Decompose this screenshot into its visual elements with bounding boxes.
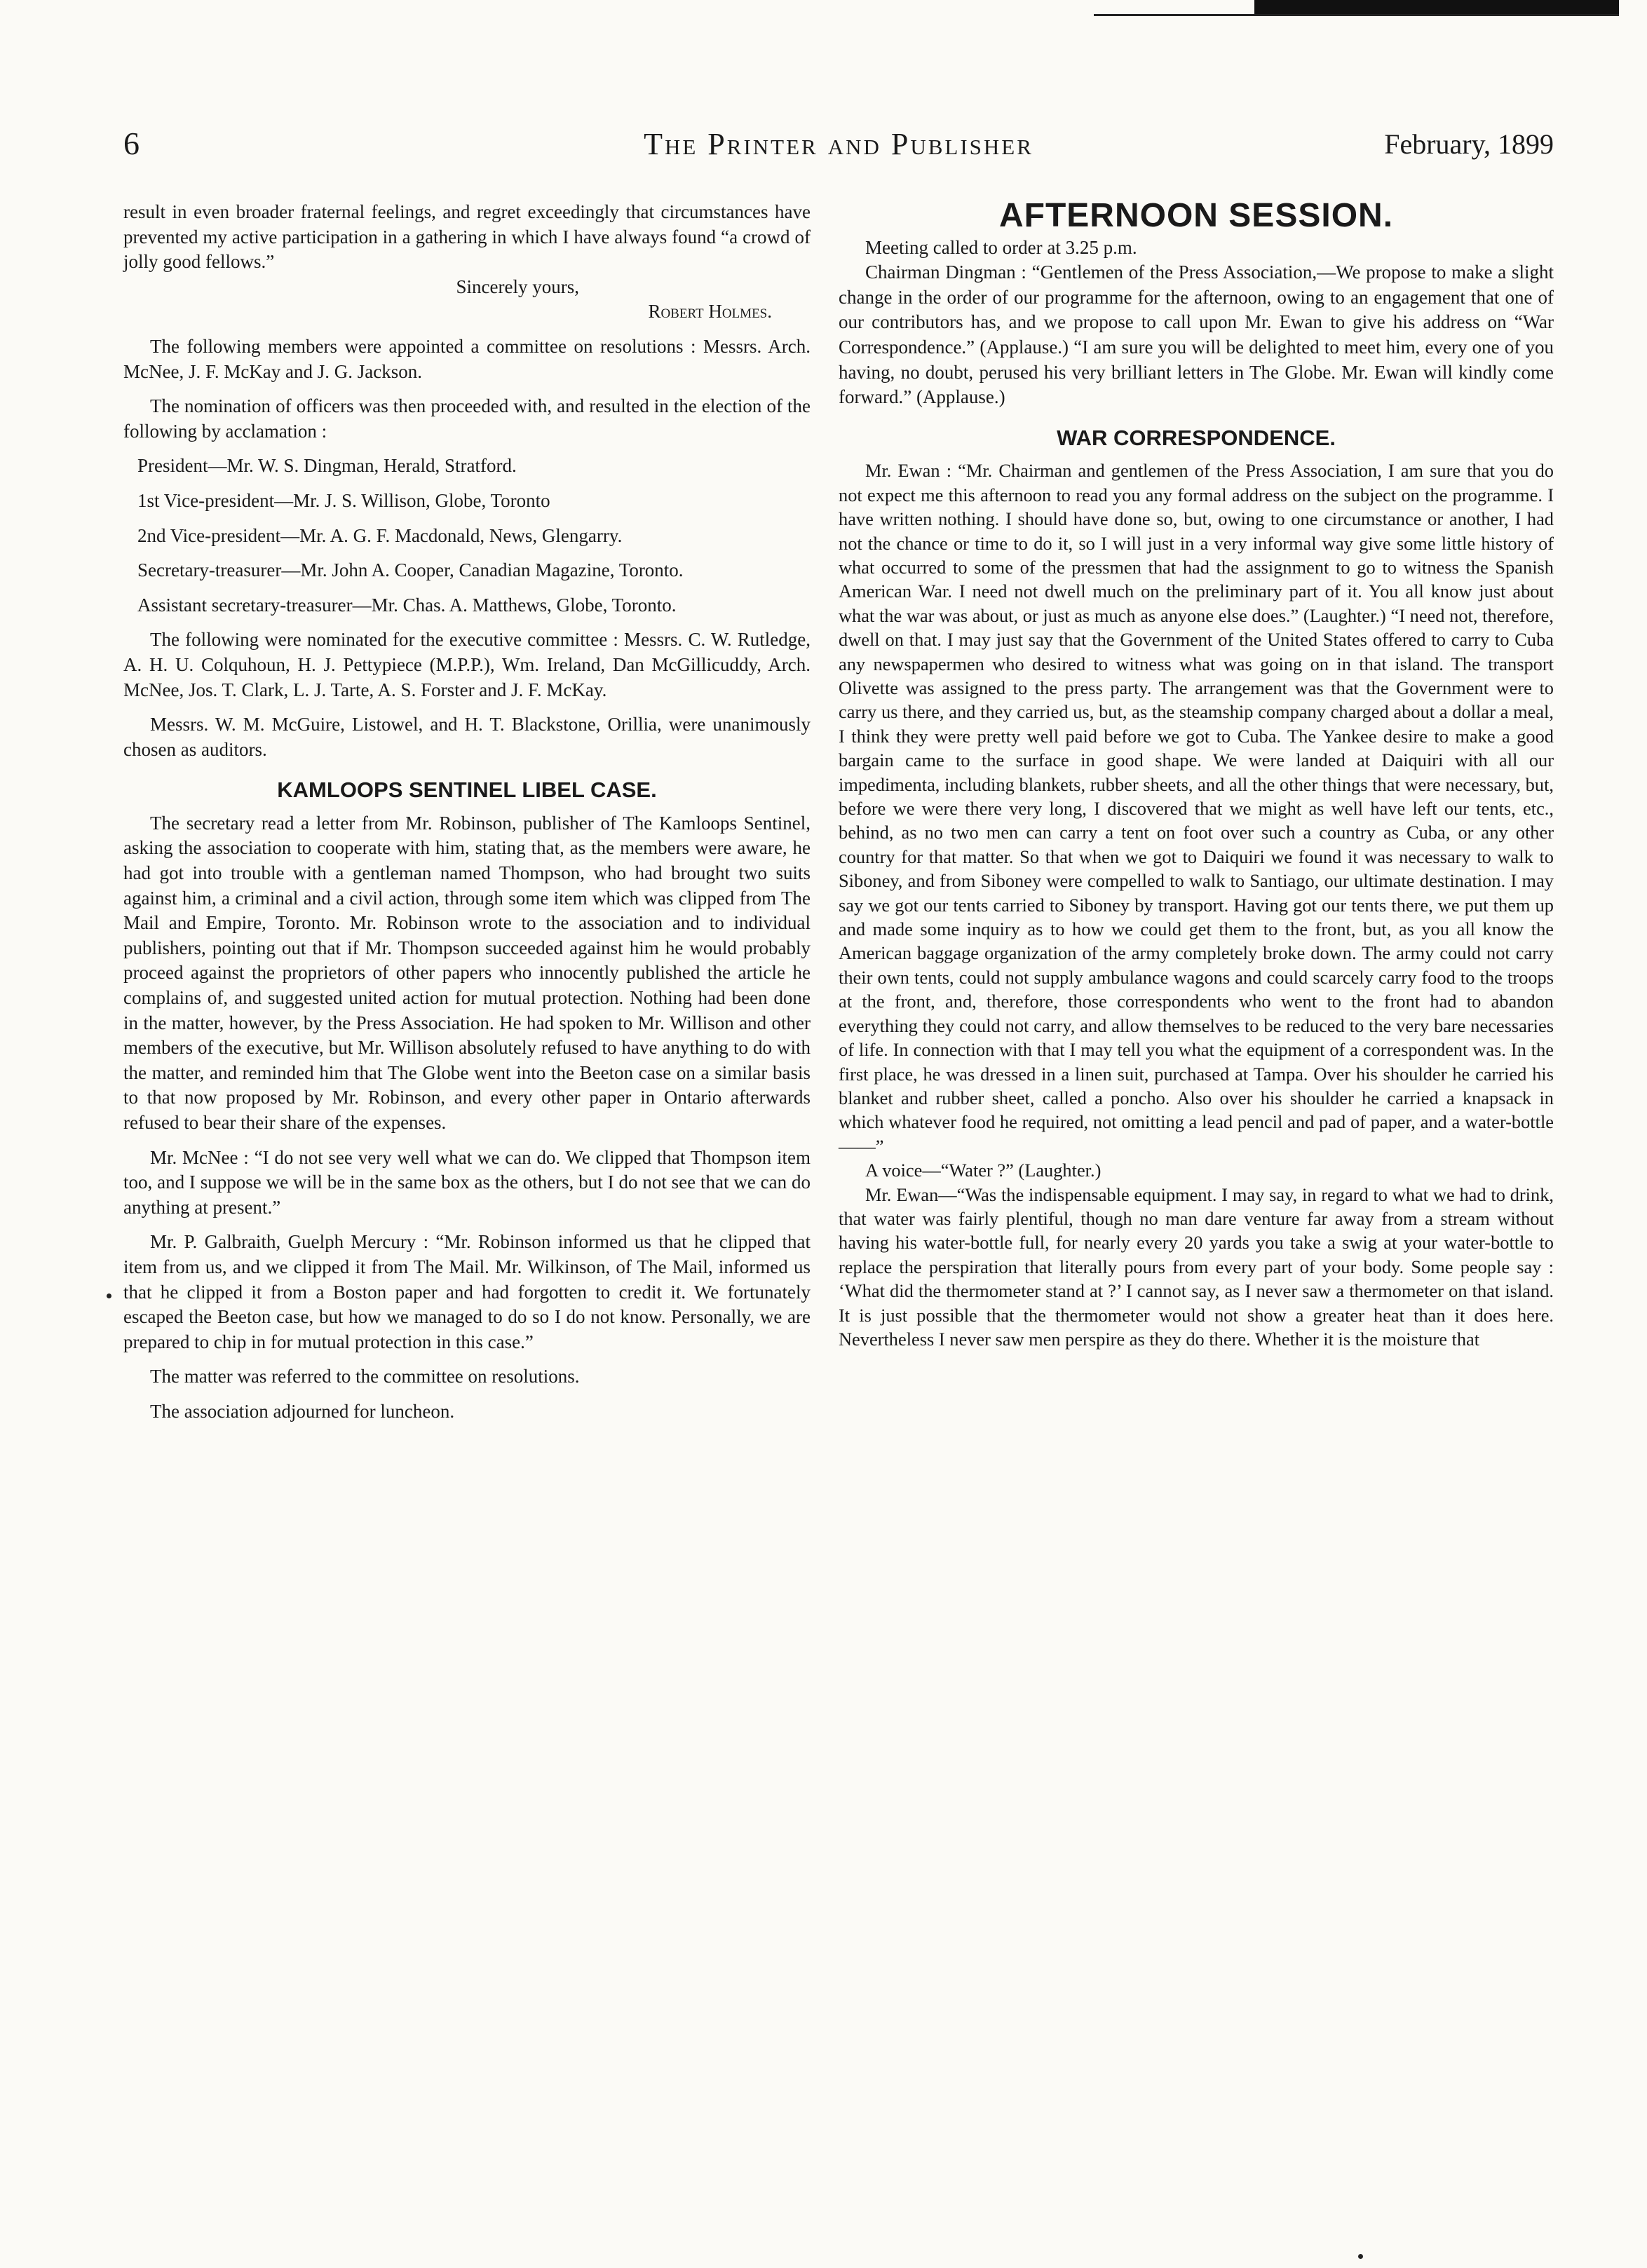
letter-signature: Robert Holmes. (648, 301, 772, 322)
running-title: The Printer and Publisher (644, 127, 1033, 161)
page-header (123, 125, 1554, 167)
chairman-paragraph: Chairman Dingman : “Gentlemen of the Press Association,—We propose to make a slight change in the order of our programme for the afternoon, owing to an engagement that one of our contributors has, and we propose to call upon Mr. Ewan to give his address on “War Correspondence.” (Applause.) “I am sure you will be delighted to meet him, every one of you having, no doubt, perused his very brilliant letters in The Globe. Mr. Ewan will kindly come forward.” (Applause.) (839, 262, 1554, 408)
section-heading-afternoon: AFTERNOON SESSION. (998, 197, 1394, 234)
officer-secretary-treasurer: Secretary-treasurer—Mr. John A. Cooper, Canadian Magazine, Toronto. (137, 559, 684, 581)
executive-paragraph: The following were nominated for the executive committee : Messrs. C. W. Rutledge, A. H. U. Colquhoun, H. J. Pettypiece (M.P.P.), Wm. Ireland, Dan McGillicuddy, Arch. McNee, Jos. T. Clark, L. J. Tarte, A. S. Forster and J. F. McKay. (123, 629, 811, 700)
top-rule-thick (1254, 0, 1619, 14)
letter-closing: Sincerely yours, (456, 276, 579, 297)
committee-paragraph: The following members were appointed a committee on resolutions : Messrs. Arch. McNee, J. F. McKay and J. G. Jackson. (123, 335, 811, 382)
right-column (839, 197, 1554, 1351)
mcnee-paragraph: Mr. McNee : “I do not see very well what we can do. We clipped that Thompson item too, and I suppose we will be in the same box as the others, but I do not see that we can do anything at present.” (123, 1146, 811, 1218)
libel-paragraph: The secretary read a letter from Mr. Robinson, publisher of The Kamloops Sentinel, asking the association to cooperate with him, stating that, as the members were aware, he had got into trouble with a gentleman named Thompson, who had brought two suits against him, a criminal and a civil action, through some item which was clipped from The Mail and Empire, Toronto. Mr. Robinson wrote to the association and to individual publishers, pointing out that if Mr. Thompson succeeded against him he would probably proceed against the proprietors of other papers who innocently published the article he complains of, and suggested united action for mutual protection. Nothing had been done in the matter, however, by the Press Association. He had spoken to Mr. Willison and other members of the executive, but Mr. Willison absolutely refused to have anything to do with the matter, and reminded him that The Globe went into the Beeton case on a similar basis to that now proposed by Mr. Robinson, and every other paper in Ontario afterwards refused to bear their share of the expenses. (123, 812, 811, 1133)
section-heading-war: WAR CORRESPONDENCE. (1057, 425, 1336, 450)
print-speck (107, 1293, 111, 1298)
voice-paragraph: A voice—“Water ?” (Laughter.) (865, 1160, 1102, 1181)
nomination-paragraph: The nomination of officers was then proceeded with, and resulted in the election of the following by acclamation : (123, 395, 811, 442)
meeting-called-paragraph: Meeting called to order at 3.25 p.m. (865, 236, 1137, 258)
left-column (123, 200, 811, 1425)
top-rule (1094, 0, 1647, 17)
print-speck (1358, 2254, 1363, 2259)
page-number: 6 (123, 125, 140, 161)
officer-vice-president-2: 2nd Vice-president—Mr. A. G. F. Macdonald, News, Glengarry. (137, 524, 623, 546)
ewan-continued-paragraph: Mr. Ewan—“Was the indispensable equipment. I may say, in regard to what we had to drink, that water was fairly plentiful, though no man dare venture far away from a stream without having his water-bottle full, for nearly every 20 yards you take a swig at your water-bottle to replace the perspiration that literally pours from every part of your body. Some people say : ‘What did the thermometer stand at ?’ I cannot say, as I never saw a thermometer on that island. It is just possible that the thermometer would not show a greater heat than it does here. Nevertheless I never saw men perspire as they do there. Whether it is the moisture that (839, 1183, 1554, 1350)
galbraith-paragraph: Mr. P. Galbraith, Guelph Mercury : “Mr. Robinson informed us that he clipped that item from us, and we clipped it from The Mail. Mr. Wilkinson, of The Mail, informed us that he clipped it from a Boston paper and had forgotten to credit it. We fortunately escaped the Beeton case, but how we managed to do so I do not know. Personally, we are prepared to chip in for mutual protection in this case.” (123, 1231, 811, 1352)
auditors-paragraph: Messrs. W. M. McGuire, Listowel, and H. T. Blackstone, Orillia, were unanimously chosen as auditors. (123, 714, 811, 760)
officer-vice-president-1: 1st Vice-president—Mr. J. S. Willison, Globe, Toronto (137, 489, 550, 511)
referral-paragraph: The matter was referred to the committee on resolutions. (150, 1366, 580, 1387)
officer-assistant-secretary: Assistant secretary-treasurer—Mr. Chas. A. Matthews, Globe, Toronto. (137, 594, 677, 616)
letter-text: result in even broader fraternal feelings, and regret exceedingly that circumstances have prevented my active participation in a gathering in which I have always found “a crowd of jolly good fellows.” (123, 201, 811, 273)
top-rule-thin (1094, 14, 1619, 16)
adjourn-paragraph: The association adjourned for luncheon. (150, 1400, 455, 1422)
section-heading-kamloops: KAMLOOPS SENTINEL LIBEL CASE. (277, 777, 657, 803)
ewan-speech-paragraph: Mr. Ewan : “Mr. Chairman and gentlemen of the Press Association, I am sure that you do not expect me this afternoon to read you any formal address on the subject on the programme. I have written nothing. I should have done so, but, owing to one circumstance or another, I had not the chance or time to do it, so I will just in a very informal way give some little history of what occurred to some of the pressmen that had the assignment to go to witness the Spanish American War. I need not dwell much on the preliminary part of it. You all know just about what the war was about, or just as much as anyone else does.” (Laughter.) “I need not, therefore, dwell on that. I may just say that the Government of the United States offered to carry to Cuba any newspapermen who desired to witness what was going on in that island. The transport Olivette was assigned to the press party. The arrangement was that the Government were to carry us there, and they carried us, but, as the steamship company charged about a dollar a meal, I think they were pretty well paid before we got to Cuba. The Yankee desire to make a good bargain came to the surface in good shape. We were landed at Daiquiri with all our impedimenta, including blankets, rubber sheets, and all the other things that were necessary, but, before we were there very long, I discovered that we might as well have left our tents, etc., behind, as no two men can carry a tent on foot over such a country as Cuba, or any other country for that matter. So that when we got to Daiquiri we found it was necessary to walk to Siboney, and from Siboney were compelled to walk to Santiago, our ultimate destination. I may say we got our tents carried to Siboney by transport. Having got our tents there, we put them up and made some inquiry as to how we could get them to the front, but, as you all know the American baggage organization of the army completely broke down. The army could not carry their own tents, could not supply ambulance wagons and could scarcely carry food to the troops at the front, and, therefore, those correspondents who went to the front had to abandon everything they could not carry, and allow themselves to be reduced to the very bare necessaries of life. In connection with that I may tell you what the equipment of a correspondent was. In the first place, he was dressed in a linen suit, purchased at Tampa. Over his shoulder he carried his blanket and rubber sheet, called a poncho. Also over his shoulder he carried a knapsack in which whatever food he required, not omitting a lead pencil and pad of paper, and a water-bottle——” (839, 460, 1554, 1157)
issue-date: February, 1899 (1384, 128, 1554, 160)
officer-president: President—Mr. W. S. Dingman, Herald, Stratford. (137, 455, 517, 477)
